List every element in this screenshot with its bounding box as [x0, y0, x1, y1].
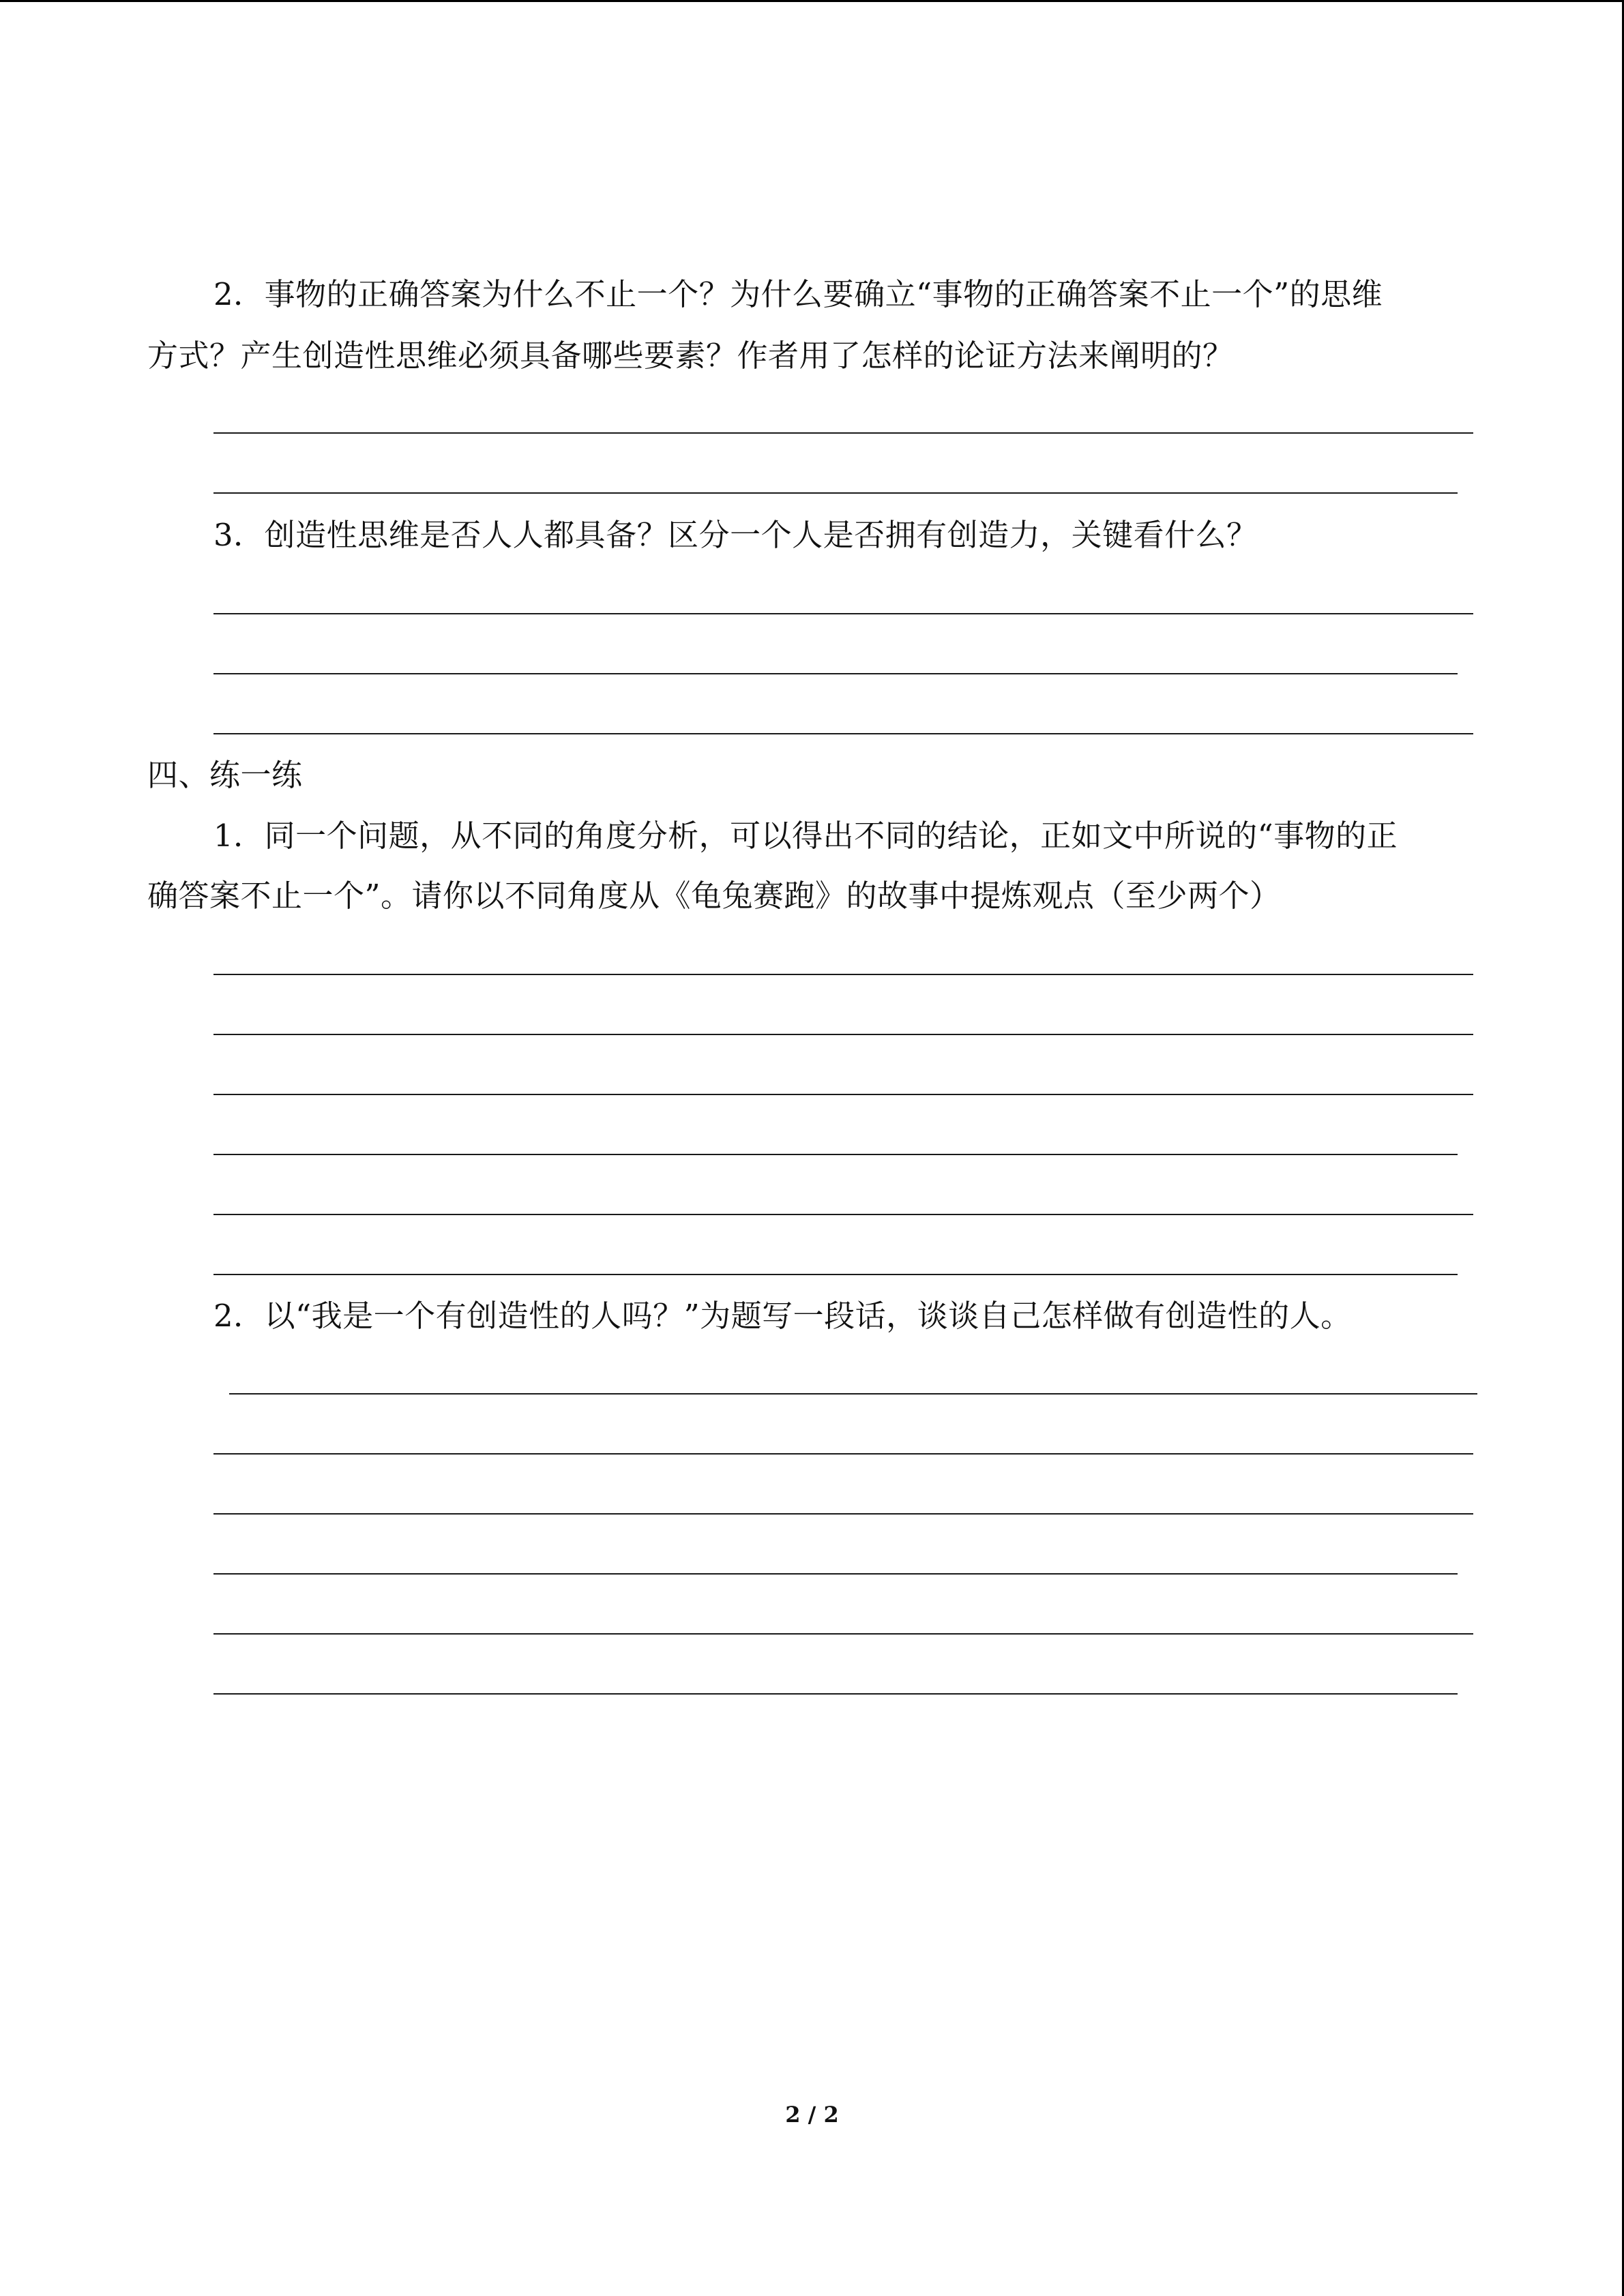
page-number: 2 / 2: [785, 2102, 839, 2128]
answer-line[interactable]: [213, 1094, 1473, 1095]
exercise-1-line-1: 1．同一个问题，从不同的角度分析，可以得出不同的结论，正如文中所说的“事物的正: [213, 818, 1398, 854]
answer-line[interactable]: [213, 1633, 1473, 1635]
answer-line[interactable]: [213, 974, 1473, 975]
page-border-top: [0, 0, 1624, 2]
question-2-line-1: 2．事物的正确答案为什么不止一个？为什么要确立“事物的正确答案不止一个”的思维: [213, 276, 1383, 312]
answer-line[interactable]: [213, 613, 1473, 614]
answer-line[interactable]: [213, 1154, 1458, 1155]
answer-line[interactable]: [213, 1513, 1473, 1515]
answer-line[interactable]: [213, 733, 1473, 734]
answer-line[interactable]: [213, 1573, 1458, 1575]
answer-line[interactable]: [213, 492, 1458, 494]
section-4-heading: 四、练一练: [147, 757, 303, 793]
answer-line[interactable]: [213, 1693, 1458, 1695]
answer-line[interactable]: [213, 1034, 1473, 1035]
exercise-1-line-2: 确答案不止一个”。请你以不同角度从《龟兔赛跑》的故事中提炼观点（至少两个）: [147, 878, 1281, 914]
answer-line[interactable]: [213, 1214, 1473, 1215]
question-2-line-2: 方式？产生创造性思维必须具备哪些要素？作者用了怎样的论证方法来阐明的？: [147, 338, 1234, 374]
answer-line[interactable]: [213, 1274, 1458, 1275]
answer-line[interactable]: [213, 673, 1458, 674]
answer-line[interactable]: [213, 432, 1473, 434]
exercise-2-line-1: 2．以“我是一个有创造性的人吗？”为题写一段话，谈谈自己怎样做有创造性的人。: [213, 1298, 1352, 1334]
question-3-line-1: 3．创造性思维是否人人都具备？区分一个人是否拥有创造力，关键看什么？: [213, 517, 1258, 553]
answer-line[interactable]: [229, 1393, 1477, 1395]
answer-line[interactable]: [213, 1453, 1473, 1455]
